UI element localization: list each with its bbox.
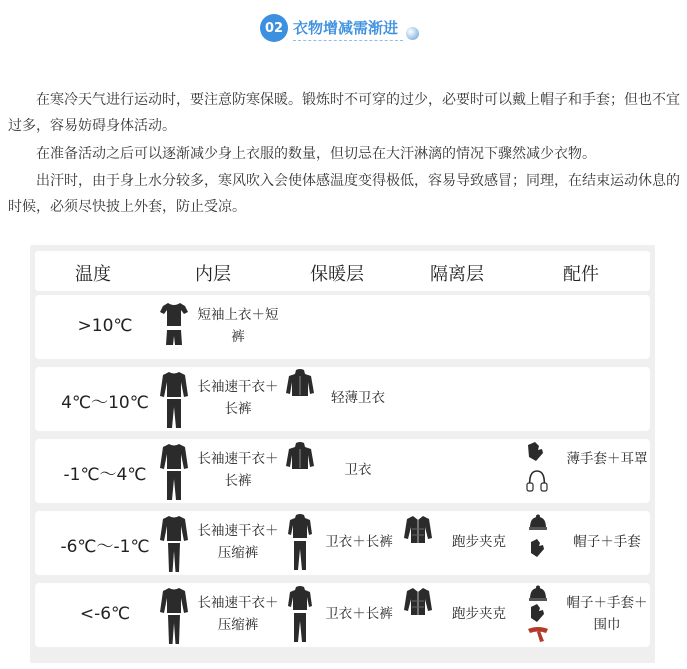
- inner-layer-text: 长袖速干衣＋压缩裤: [197, 523, 279, 561]
- clothing-table: [30, 245, 655, 663]
- hoodie-pants-icon: [287, 514, 313, 572]
- tshirt-shorts-icon: [159, 301, 189, 353]
- row-temperature: >10℃: [77, 316, 133, 336]
- accessories-text: 薄手套＋耳罩: [566, 451, 648, 467]
- paragraph-1: 在寒冷天气进行运动时，要注意防寒保暖。锻炼时不可穿的过少，必要时可以戴上帽子和手套；但也不宜过多，容易妨碍身体活动。: [8, 92, 680, 134]
- row-temperature: -1℃～4℃: [63, 465, 147, 485]
- section-heading: [0, 10, 687, 48]
- header-temperature: 温度: [75, 264, 111, 285]
- table-row: [35, 511, 650, 575]
- hoodie-icon: [285, 369, 315, 397]
- gloves-earmuffs-icon: [525, 441, 549, 493]
- table-row: [35, 439, 650, 503]
- decorative-ball-icon: [406, 27, 419, 40]
- section-underline: [293, 40, 403, 41]
- hat-gloves-scarf-icon: [525, 585, 551, 643]
- header-inner-layer: 内层: [195, 264, 231, 285]
- inner-layer-text: 长袖速干衣＋压缩裤: [197, 595, 279, 633]
- header-shell-layer: 隔离层: [430, 264, 484, 285]
- header-warm-layer: 保暖层: [310, 264, 364, 285]
- inner-layer-text: 长袖速干衣＋长裤: [197, 379, 279, 417]
- hoodie-pants-icon: [287, 586, 313, 644]
- longsleeve-pants-icon: [159, 370, 189, 430]
- longsleeve-pants-icon: [159, 442, 189, 502]
- table-row: [35, 367, 650, 431]
- inner-layer-text: 短袖上衣＋短裤: [197, 307, 279, 345]
- table-header: [35, 251, 650, 291]
- warm-layer-text: 卫衣: [344, 462, 372, 478]
- paragraph-2: 在准备活动之后可以逐渐减少身上衣服的数量，但切忌在大汗淋漓的情况下骤然减少衣物。: [36, 146, 596, 162]
- row-temperature: 4℃～10℃: [61, 393, 149, 413]
- jacket-icon: [403, 514, 433, 544]
- longsleeve-tights-icon: [159, 514, 189, 574]
- section-title: 衣物增减需渐进: [293, 19, 399, 37]
- warm-layer-text: 卫衣＋长裤: [325, 606, 393, 622]
- accessories-text: 帽子＋手套: [573, 534, 641, 550]
- hat-gloves-icon: [527, 514, 549, 560]
- paragraph-3: 出汗时，由于身上水分较多，寒风吹入会使体感温度变得极低，容易导致感冒；同理，在结束运动休息的时候，必须尽快披上外套，防止受凉。: [8, 173, 680, 215]
- inner-layer-text: 长袖速干衣＋长裤: [197, 451, 279, 489]
- table-row: [35, 583, 650, 647]
- jacket-icon: [403, 586, 433, 616]
- hoodie-icon: [285, 442, 315, 470]
- longsleeve-tights-icon: [159, 586, 189, 646]
- row-temperature: -6℃～-1℃: [60, 537, 150, 557]
- accessories-text: 帽子＋手套＋围巾: [566, 595, 648, 633]
- shell-layer-text: 跑步夹克: [452, 606, 506, 622]
- warm-layer-text: 轻薄卫衣: [331, 390, 385, 406]
- shell-layer-text: 跑步夹克: [452, 534, 506, 550]
- section-number-badge: 02: [260, 14, 288, 42]
- row-temperature: <-6℃: [79, 604, 131, 624]
- header-accessories: 配件: [563, 264, 599, 285]
- table-row: [35, 295, 650, 359]
- warm-layer-text: 卫衣＋长裤: [325, 534, 393, 550]
